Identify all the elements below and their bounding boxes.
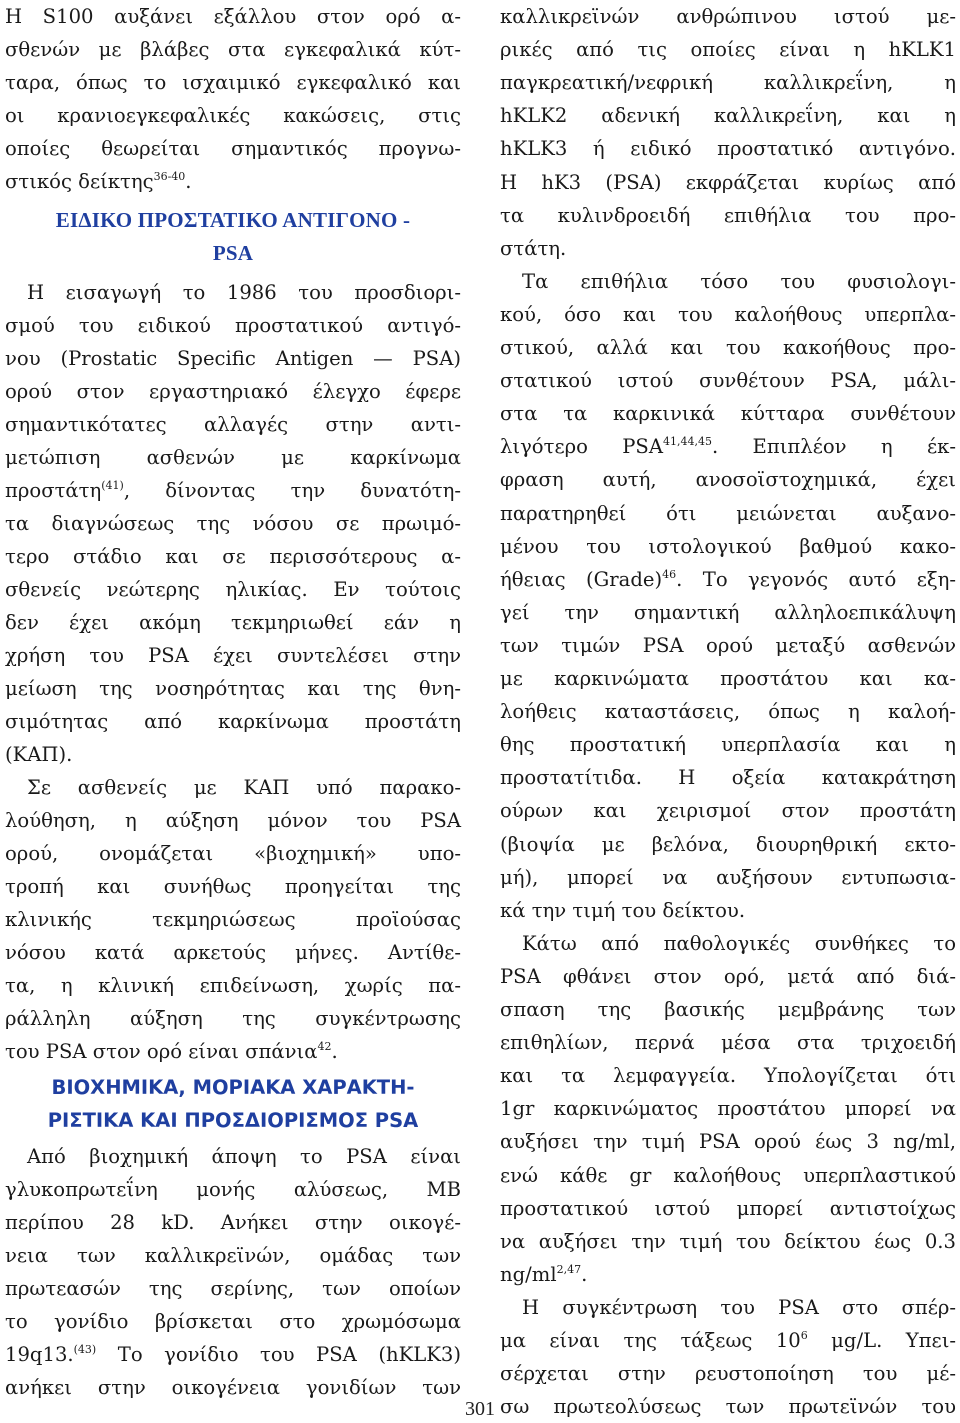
right-column-line: των τιμών PSA ορού μεταξύ ασθενών bbox=[500, 633, 956, 657]
left-column-line: τα διαγνώσεως της νόσου σε πρωιμό- bbox=[5, 512, 461, 535]
left-column-line: μετώπιση ασθενών με καρκίνωμα bbox=[5, 446, 461, 469]
left-column-line: το γονίδιο βρίσκεται στο χρωμόσωμα bbox=[5, 1310, 461, 1333]
citation-superscript: (43) bbox=[73, 1343, 97, 1356]
right-column-line: επιθηλίων, περνά μέσα στα τριχοειδή bbox=[500, 1031, 956, 1055]
right-column-line: μα είναι της τάξεως $10^6$ μg/L. Υπει- bbox=[500, 1329, 956, 1352]
right-column-line: στα τα καρκινικά κύτταρα συνθέτουν bbox=[500, 402, 956, 426]
left-column-line: τροπή και συνήθως προηγείται της bbox=[5, 875, 461, 898]
left-column-line: σθενείς νεώτερης ηλικίας. Εν τούτοις bbox=[5, 578, 461, 601]
right-column-line: ενώ κάθε gr καλοήθους υπερπλαστικού bbox=[500, 1163, 956, 1187]
citation-superscript: 46 bbox=[662, 567, 677, 581]
right-column-line: και τα λεμφαγγεία. Υπολογίζεται ότι bbox=[500, 1064, 956, 1088]
citation-superscript: 42 bbox=[317, 1040, 332, 1053]
right-column-line: ήθειας (Grade)$^{46}$. Το γεγονός αυτό εξη- bbox=[500, 567, 956, 591]
left-column-line: ορού στον εργαστηριακό έλεγχο έφερε bbox=[5, 380, 461, 403]
left-column-line: οι κρανιοεγκεφαλικές κακώσεις, στις bbox=[5, 104, 461, 127]
right-column-line: Η συγκέντρωση του PSA στο σπέρ- bbox=[522, 1295, 956, 1319]
left-column-line: στικός δείκτης$^{36-40}$. bbox=[5, 170, 192, 193]
right-column-line: σέρχεται στην ρευστοποίηση του μέ- bbox=[500, 1362, 956, 1386]
left-column-line: σθενών με βλάβες στα εγκεφαλικά κύτ- bbox=[5, 38, 461, 61]
right-column-line: θης προστατική υπερπλασία και η bbox=[500, 733, 956, 757]
citation-superscript: 36-40 bbox=[153, 170, 186, 183]
right-column-line: hKLK2 αδενική καλλικρεΐνη, και η bbox=[500, 104, 956, 128]
right-column-line: PSA φθάνει στον ορό, μετά από διά- bbox=[500, 964, 956, 988]
left-column-line: Η εισαγωγή το 1986 του προσδιορι- bbox=[27, 281, 461, 304]
left-column-line: ράλληλη αύξηση της συγκέντρωσης bbox=[5, 1007, 461, 1030]
right-column-line: λοήθεις καταστάσεις, όπως η καλοή- bbox=[500, 700, 956, 724]
right-column-line: (βιοψία με βελόνα, διουρηθρική εκτο- bbox=[500, 832, 956, 856]
left-column-line: δεν έχει ακόμη τεκμηριωθεί εάν η bbox=[5, 611, 461, 634]
right-column-line: στατικού ιστού συνθέτουν PSA, μάλι- bbox=[500, 369, 956, 393]
left-column-line: σημαντικότατες αλλαγές στην αντι- bbox=[5, 413, 461, 436]
right-column-line: σω πρωτεολύσεως των πρωτεϊνών του bbox=[500, 1395, 956, 1419]
right-column-line: κά την τιμή του δείκτου. bbox=[500, 898, 746, 922]
page-number: 301 bbox=[465, 1398, 495, 1420]
left-column-line: σμού του ειδικού προστατικού αντιγό- bbox=[5, 314, 461, 337]
left-column-line: μείωση της νοσηρότητας και της θνη- bbox=[5, 677, 461, 700]
right-column-line: γεί την σημαντική αλληλοεπικάλυψη bbox=[500, 600, 956, 624]
right-column-line: hKLK3 ή ειδικό προστατικό αντιγόνο. bbox=[500, 137, 956, 161]
left-column-line: νου (Prostatic Specific Antigen — PSA) bbox=[5, 347, 461, 370]
left-column-line: λούθηση, η αύξηση μόνον του PSA bbox=[5, 809, 461, 832]
right-column-line: καλλικρεϊνών ανθρώπινου ιστού με- bbox=[500, 5, 956, 28]
right-column-line: αυξήσει την τιμή PSA ορού έως 3 ng/ml, bbox=[500, 1130, 956, 1154]
left-column-line: ΒΙΟΧΗΜΙΚΑ, ΜΟΡΙΑΚΑ ΧΑΡΑΚΤΗ- bbox=[51, 1076, 415, 1099]
right-column-line: σπαση της βασικής μεμβράνης των bbox=[500, 998, 956, 1021]
left-column-line: τα, η κλινική επιδείνωση, χωρίς πα- bbox=[5, 974, 461, 997]
left-column-line: τερο στάδιο και σε περισσότερους α- bbox=[5, 545, 461, 568]
right-column-line: προστατίτιδα. Η οξεία κατακράτηση bbox=[500, 766, 956, 790]
left-column-line: νεια των καλλικρεϊνών, ομάδας των bbox=[5, 1244, 461, 1267]
right-column-line: μή), μπορεί να αυξήσουν εντυπωσια- bbox=[500, 865, 956, 889]
left-column-line: Από βιοχημική άποψη το PSA είναι bbox=[27, 1145, 461, 1168]
right-column-line: λιγότερο PSA$^{41,44,45}$. Επιπλέον η έκ- bbox=[500, 435, 957, 459]
left-column-line: του PSA στον ορό είναι σπάνια$^{42}$. bbox=[5, 1040, 338, 1063]
right-column-line: Η hK3 (PSA) εκφράζεται κυρίως από bbox=[500, 170, 956, 194]
right-column-line: μένου του ιστολογικού βαθμού κακο- bbox=[500, 534, 956, 558]
left-column-line: ΡΙΣΤΙΚΑ ΚΑΙ ΠΡΟΣΔΙΟΡΙΣΜΟΣ PSA bbox=[47, 1109, 419, 1132]
citation-superscript: 6 bbox=[800, 1329, 808, 1342]
left-column-line: νόσου κατά αρκετούς μήνες. Αντίθε- bbox=[5, 941, 461, 964]
right-column-line: κού, όσο και του καλοήθους υπερπλα- bbox=[500, 302, 956, 326]
left-column-line: Η S100 αυξάνει εξάλλου στον ορό α- bbox=[5, 5, 461, 28]
left-column-line: πρωτεασών της σερίνης, των οποίων bbox=[5, 1277, 461, 1300]
right-column-line: με καρκινώματα προστάτου και κα- bbox=[500, 667, 956, 690]
left-column-line: (ΚΑΠ). bbox=[5, 743, 73, 766]
left-column-line: περίπου 28 kD. Ανήκει στην οικογέ- bbox=[5, 1211, 461, 1234]
right-column-line: φραση αυτή, ανοσοϊστοχημικά, έχει bbox=[500, 468, 956, 492]
right-column-line: να αυξήσει την τιμή του δείκτου έως 0.3 bbox=[500, 1229, 956, 1253]
right-column-line: τα κυλινδροειδή επιθήλια του προ- bbox=[500, 203, 956, 227]
right-column-line: στικού, αλλά και του κακοήθους προ- bbox=[500, 336, 956, 359]
right-column-line: ng/ml$^{2,47}$. bbox=[500, 1262, 588, 1286]
left-column-line: 19q13.$^{(43)}$ Το γονίδιο του PSA (hKLK3) bbox=[5, 1343, 461, 1366]
left-column-line: σιμότητας από καρκίνωμα προστάτη bbox=[5, 710, 461, 733]
citation-superscript: (41) bbox=[101, 479, 124, 492]
right-column-line: ρικές από τις οποίες είναι η hKLK1 bbox=[500, 38, 956, 62]
left-column-line: ΕΙΔΙΚΟ ΠΡΟΣΤΑΤΙΚΟ ΑΝΤΙΓΟΝΟ - bbox=[55, 208, 411, 232]
citation-superscript: 2,47 bbox=[556, 1262, 582, 1276]
left-column-line: ορού, ονομάζεται «βιοχημική» υπο- bbox=[5, 842, 461, 865]
right-column-line: Κάτω από παθολογικές συνθήκες το bbox=[522, 931, 956, 955]
left-column-line: PSA bbox=[212, 241, 254, 265]
left-column-line: κλινικής τεκμηριώσεως προϊούσας bbox=[5, 908, 461, 931]
right-column-line: ούρων και χειρισμοί στον προστάτη bbox=[500, 799, 956, 823]
left-column-line: γλυκοπρωτεΐνη μονής αλύσεως, MB bbox=[5, 1178, 461, 1201]
right-column-line: παρατηρηθεί ότι μειώνεται αυξανο- bbox=[500, 501, 956, 525]
left-column-line: ανήκει στην οικογένεια γονιδίων των bbox=[5, 1376, 461, 1399]
left-column-line: Σε ασθενείς με ΚΑΠ υπό παρακο- bbox=[27, 776, 461, 799]
citation-superscript: 41,44,45 bbox=[663, 435, 712, 449]
right-column-line: προστατικού ιστού μπορεί αντιστοίχως bbox=[500, 1196, 956, 1220]
left-column-line: χρήση του PSA έχει συντελέσει στην bbox=[5, 644, 461, 667]
right-column-line: παγκρεατική/νεφρική καλλικρεΐνη, η bbox=[500, 71, 956, 95]
right-column-line: Τα επιθήλια τόσο του φυσιολογι- bbox=[522, 269, 956, 293]
left-column-line: προστάτη$^{(41)}$, δίνοντας την δυνατότη- bbox=[5, 479, 461, 502]
left-column-line: ταρα, όπως το ισχαιμικό εγκεφαλικό και bbox=[5, 71, 461, 94]
left-column-line: οποίες θεωρείται σημαντικός προγνω- bbox=[5, 137, 461, 160]
right-column-line: 1gr καρκινώματος προστάτου μπορεί να bbox=[500, 1097, 956, 1121]
right-column-line: στάτη. bbox=[500, 236, 567, 260]
